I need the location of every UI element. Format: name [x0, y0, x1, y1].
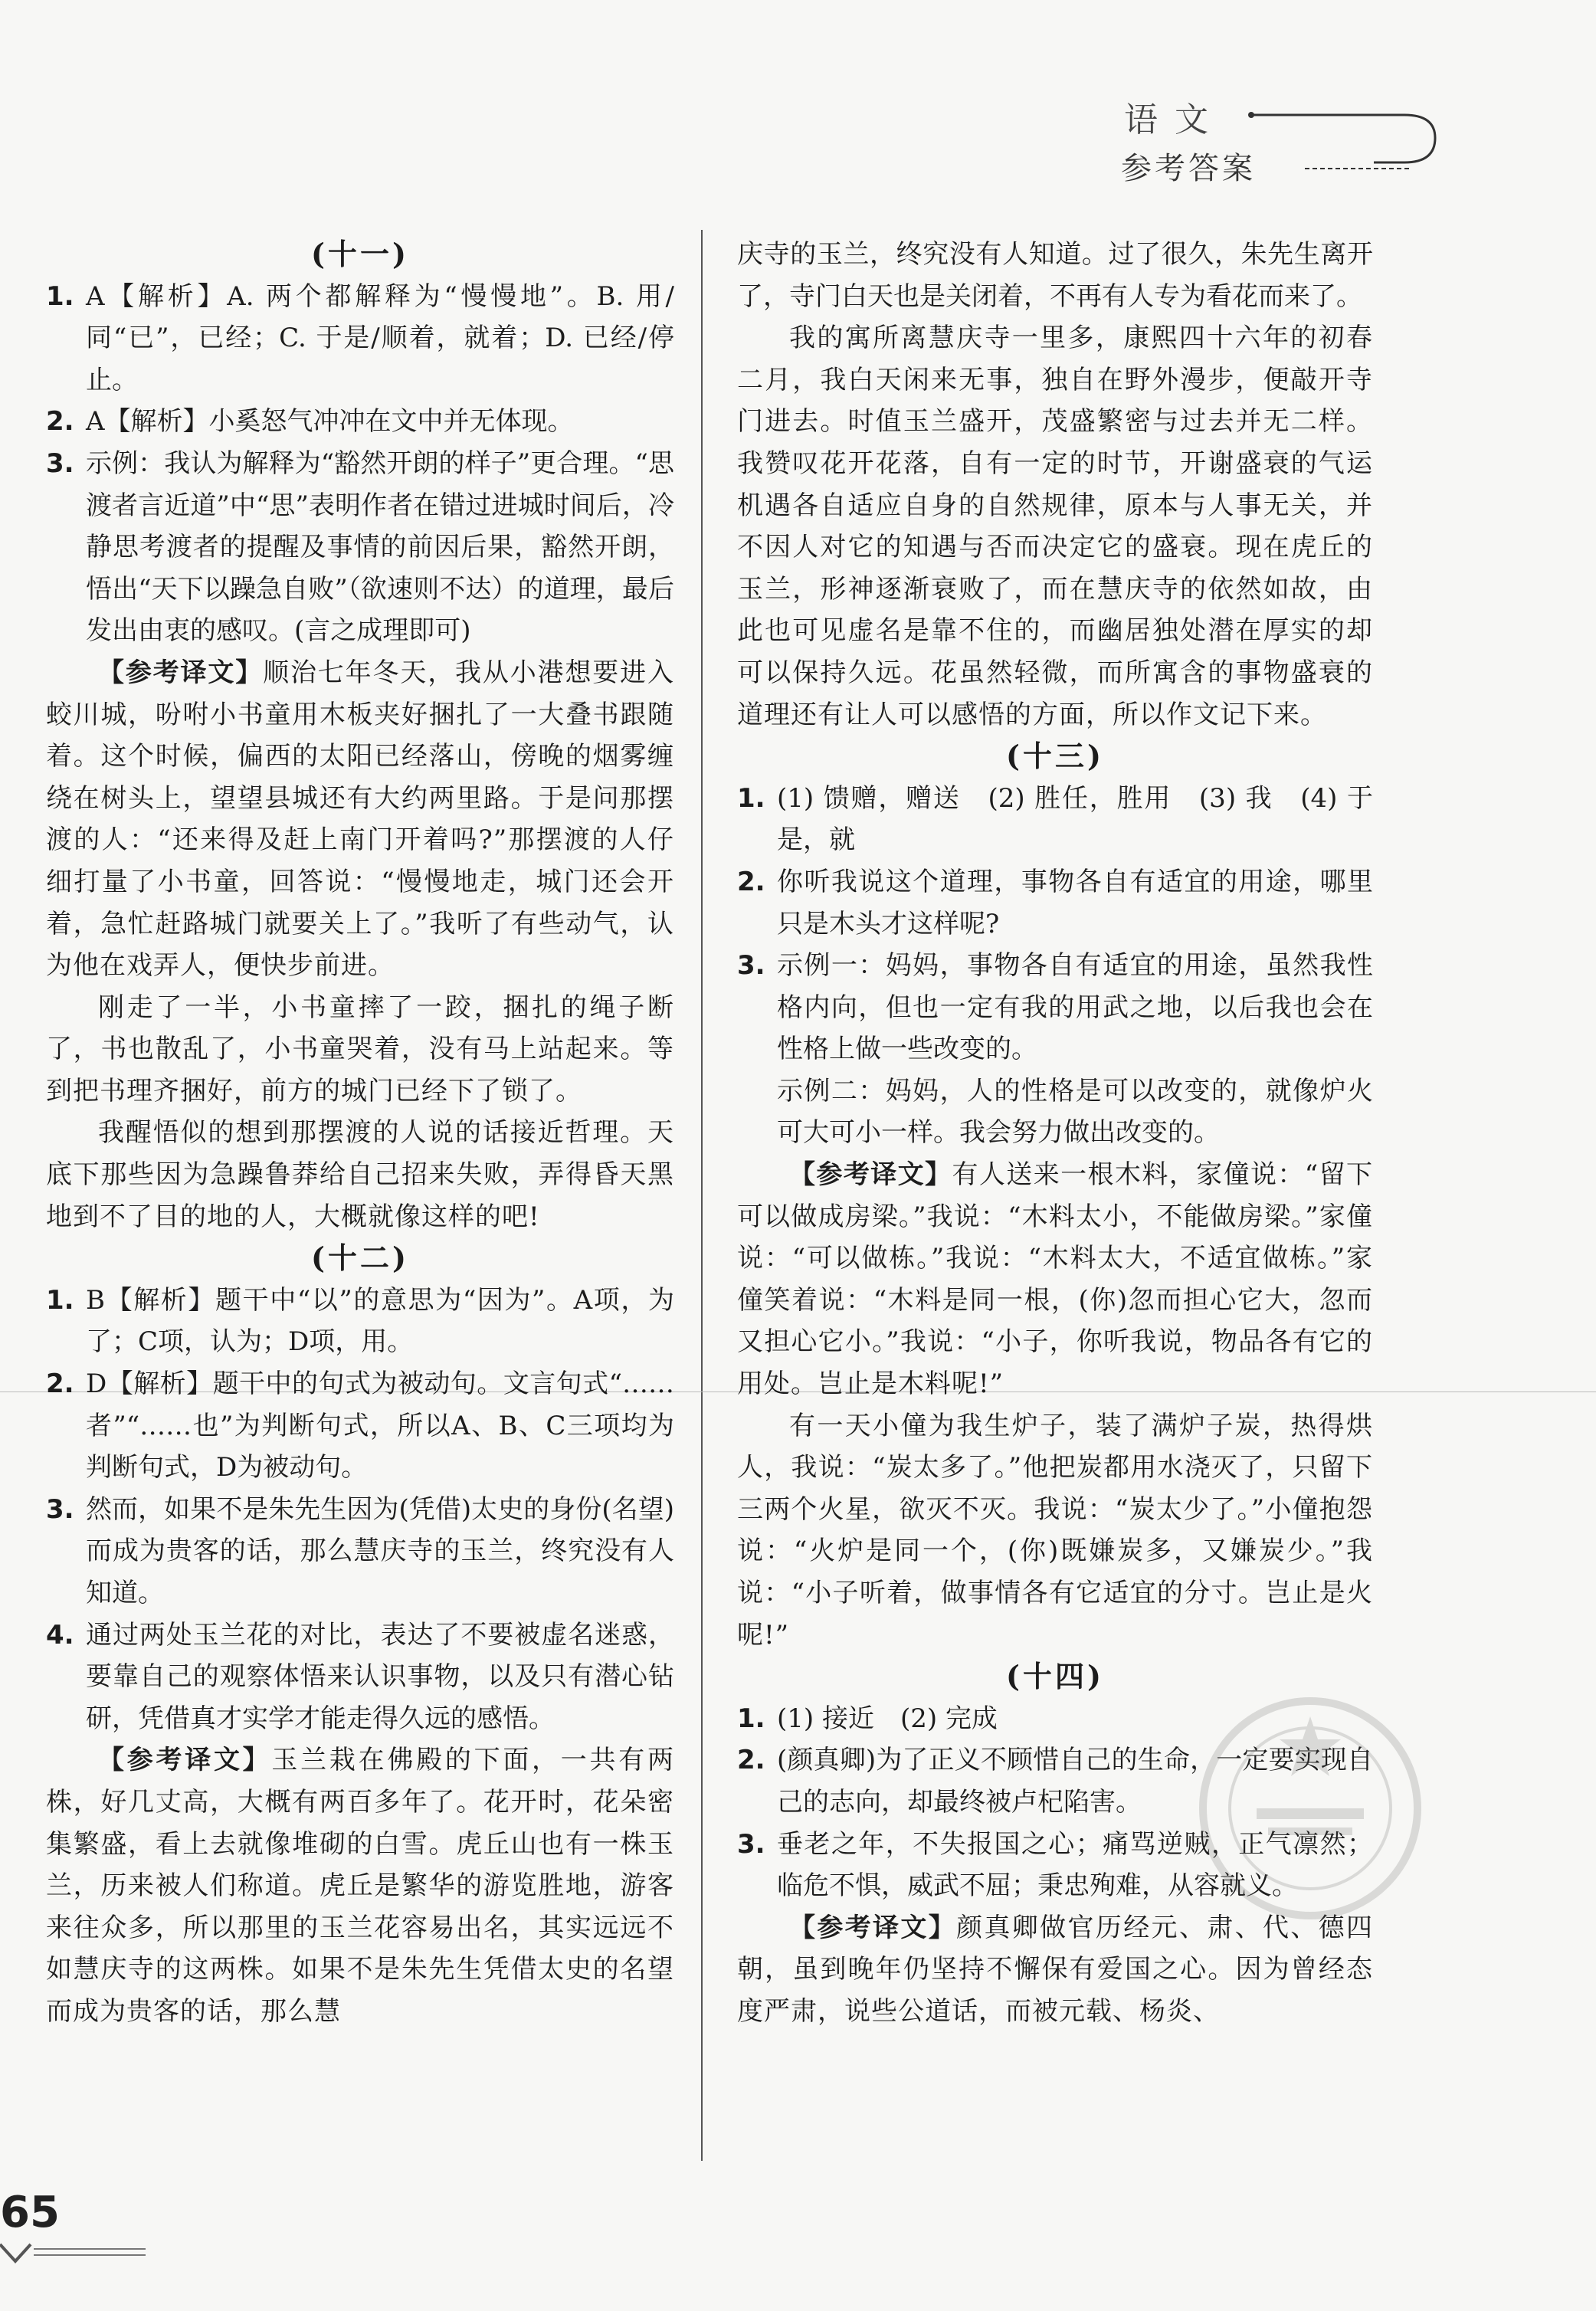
subject-label: 语文	[1124, 100, 1225, 139]
item-number: 3.	[737, 1828, 765, 1860]
item-number: 4.	[46, 1619, 74, 1650]
reference-translation	[46, 1739, 674, 2032]
item-number: 1.	[737, 1703, 765, 1734]
item-text: 然而，如果不是朱先生因为(凭借)太史的身份(名望)而成为贵客的话，那么慧庆寺的玉兰，终究没有人知道。	[86, 1493, 674, 1608]
reference-label: 【参考译文】	[98, 657, 264, 688]
answer-item	[46, 401, 674, 443]
item-text: 示例：我认为解释为“豁然开朗的样子”更合理。“思渡者言近道”中“思”表明作者在错过进城时间后，冷静思考渡者的提醒及事情的前因后果，豁然开朗，悟出“天下以躁急自败”（欲速则不达）的道理，最后发出由衷的感叹。(言之成理即可)	[86, 447, 674, 647]
item-number: 1.	[46, 1284, 74, 1316]
section-title-14: (十四)	[1006, 1659, 1104, 1694]
item-text: (1) 馈赠，赠送 (2) 胜任，胜用 (3) 我 (4) 于是，就	[777, 782, 1373, 856]
reference-label: 【参考译文】	[789, 1159, 952, 1191]
left-column	[46, 234, 674, 2033]
reference-label: 【参考译文】	[98, 1745, 272, 1776]
translation-paragraph: 我的寓所离慧庆寺一里多，康熙四十六年的初春二月，我白天闲来无事，独自在野外漫步，便敲开寺门进去。时值玉兰盛开，茂盛繁密与过去并无二样。我赞叹花开花落，自有一定的时节，开谢盛衰的气运机遇各自适应自身的自然规律，原本与人事无关，并不因人对它的知遇与否而决定它的盛衰。现在虎丘的玉兰，形神逐渐衰败了，而在慧庆寺的依然如故，由此也可见虚名是靠不住的，而幽居独处潜在厚实的却可以保持久远。花虽然轻微，而所寓含的事物盛衰的道理还有让人可以感悟的方面，所以作文记下来。	[737, 323, 1373, 730]
item-text: 垂老之年，不失报国之心；痛骂逆贼，正气凛然；临危不惧，威武不屈；秉忠殉难，从容就义。	[777, 1828, 1373, 1902]
item-number: 1.	[737, 782, 765, 814]
section-title-13: (十三)	[1006, 739, 1104, 774]
section-title-12: (十二)	[311, 1241, 409, 1276]
item-text: 示例二：妈妈，人的性格是可以改变的，就像炉火可大可小一样。我会努力做出改变的。	[777, 1075, 1373, 1149]
answer-item	[46, 1489, 674, 1614]
reference-translation	[46, 652, 674, 987]
page-header	[1098, 92, 1450, 184]
translation-text: 玉兰栽在佛殿的下面，一共有两株，好几丈高，大概有两百多年了。花开时，花朵密集繁盛，看上去就像堆砌的白雪。虎丘山也有一株玉兰，历来被人们称道。虎丘是繁华的游览胜地，游客来往众多，所以那里的玉兰花容易出名，其实远远不如慧庆寺的这两株。如果不是朱先生凭借太史的名望而成为贵客的话，那么慧	[46, 1745, 674, 2027]
item-text: (1) 接近 (2) 完成	[777, 1703, 998, 1734]
translation-paragraph: 刚走了一半，小书童摔了一跤，捆扎的绳子断了，书也散乱了，小书童哭着，没有马上站起来。等到把书理齐捆好，前方的城门已经下了锁了。	[46, 992, 674, 1106]
answer-item	[46, 276, 674, 402]
answer-item	[737, 1070, 1373, 1154]
reference-translation	[737, 1154, 1373, 1405]
item-number: 2.	[46, 406, 74, 438]
answer-item	[737, 861, 1373, 945]
answer-item	[46, 1280, 674, 1363]
item-text: 通过两处玉兰花的对比，表达了不要被虚名迷惑，要靠自己的观察体悟来认识事物，以及只有潜心钻研，凭借真才实学才能走得久远的感悟。	[86, 1619, 674, 1734]
column-divider	[701, 230, 703, 2161]
answer-key-title: 参考答案	[1121, 151, 1256, 186]
item-text: 你听我说这个道理，事物各自有适宜的用途，哪里只是木头才这样呢?	[777, 866, 1373, 939]
item-text: A【解析】小奚怒气冲冲在文中并无体现。	[86, 406, 574, 438]
item-text: (颜真卿)为了正义不顾惜自己的生命，一定要实现自己的志向，却最终被卢杞陷害。	[777, 1745, 1373, 1818]
stamp-watermark	[1195, 1693, 1425, 1923]
translation-paragraph: 有一天小僮为我生炉子，装了满炉子炭，热得烘人，我说：“炭太多了。”他把炭都用水浇灭了，只留下三两个火星，欲灭不灭。我说：“炭太少了。”小僮抱怨说：“火炉是同一个，(你)既嫌炭多，又嫌炭少。”我说：“小子听着，做事情各有它适宜的分寸。岂止是火呢!”	[737, 1410, 1373, 1650]
item-number: 2.	[737, 1745, 765, 1776]
item-text: 示例一：妈妈，事物各自有适宜的用途，虽然我性格内向，但也一定有我的用武之地，以后我也会在性格上做一些改变的。	[777, 950, 1373, 1065]
page-number-decoration	[0, 2241, 153, 2264]
item-number: 3.	[46, 447, 74, 479]
item-text: B【解析】题干中“以”的意思为“因为”。A项，为了；C项，认为；D项，用。	[86, 1284, 674, 1358]
section-title-11: (十一)	[311, 237, 409, 271]
item-number: 1.	[46, 280, 74, 312]
item-number: 2.	[737, 866, 765, 897]
translation-continuation: 庆寺的玉兰，终究没有人知道。过了很久，朱先生离开了，寺门白天也是关闭着，不再有人专为看花而来了。	[737, 239, 1373, 312]
translation-text: 颜真卿做官历经元、肃、代、德四朝，虽到晚年仍坚持不懈保有爱国之心。因为曾经态度严肃，说些公道话，而被元载、杨炎、	[737, 1912, 1374, 2027]
item-text: D【解析】题干中的句式为被动句。文言句式“……者”“……也”为判断句式，所以A、B、C三项均为判断句式，D为被动句。	[86, 1369, 674, 1483]
item-number: 3.	[46, 1493, 74, 1525]
item-number: 3.	[737, 950, 765, 982]
answer-item	[46, 1614, 674, 1740]
translation-text: 有人送来一根木料，家僮说：“留下可以做成房梁。”我说：“木料太小，不能做房梁。”家僮说：“可以做栋。”我说：“木料太大，不适宜做栋。”家僮笑着说：“木料是同一根，(你)忽而担心它大，忽而又担心它小。”我说：“小子，你听我说，物品各有它的用处。岂止是木料呢!”	[737, 1159, 1373, 1400]
answer-item	[46, 443, 674, 652]
reference-label: 【参考译文】	[789, 1912, 957, 1943]
translation-text: 顺治七年冬天，我从小港想要进入蛟川城，吩咐小书童用木板夹好捆扎了一大叠书跟随着。这个时候，偏西的太阳已经落山，傍晚的烟雾缠绕在树头上，望望县城还有大约两里路。于是问那摆渡的人：“还来得及赶上南门开着吗?”那摆渡的人仔细打量了小书童，回答说：“慢慢地走，城门还会开着，急忙赶路城门就要关上了。”我听了有些动气，认为他在戏弄人，便快步前进。	[46, 657, 675, 982]
answer-item	[737, 945, 1373, 1070]
item-text: A【解析】A. 两个都解释为“慢慢地”。B. 用/同“已”，已经；C. 于是/顺着，就着；D. 已经/停止。	[86, 280, 674, 395]
answer-item	[46, 1363, 674, 1489]
reference-translation	[737, 1907, 1373, 2033]
answer-item	[737, 778, 1373, 861]
translation-paragraph: 我醒悟似的想到那摆渡的人说的话接近哲理。天底下那些因为急躁鲁莽给自己招来失败，弄得昏天黑地到不了目的地的人，大概就像这样的吧!	[46, 1117, 674, 1232]
item-number: 2.	[46, 1369, 74, 1400]
page-number: 65	[0, 2188, 60, 2237]
